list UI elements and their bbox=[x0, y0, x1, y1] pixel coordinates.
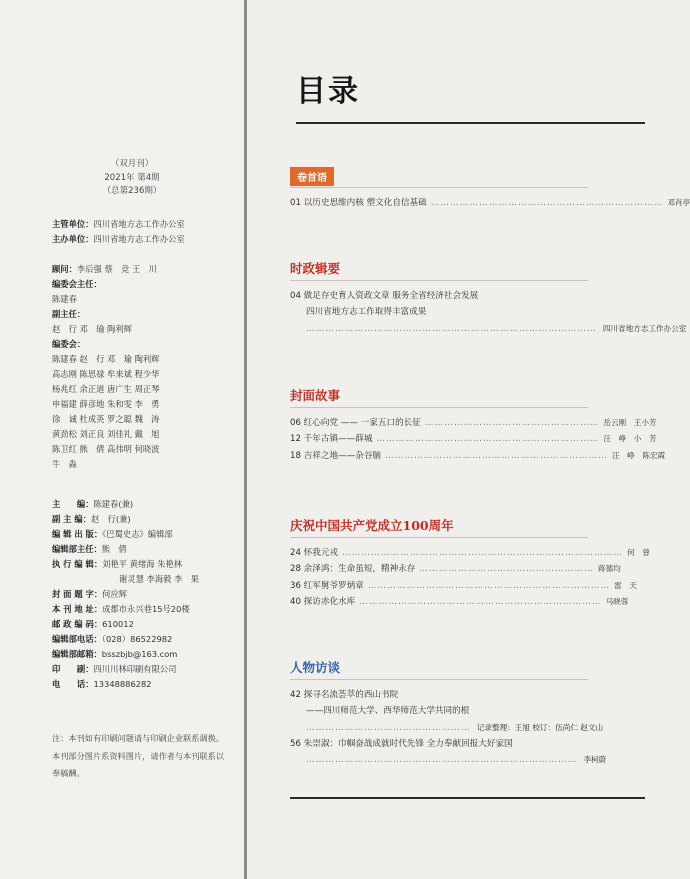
entry-author: 雷 天 bbox=[614, 580, 637, 590]
printer-value: 四川川林印刷有限公司 bbox=[93, 664, 177, 674]
leader-dots: ……………………………………………………………… bbox=[430, 198, 664, 208]
toc-entry[interactable] bbox=[290, 431, 657, 447]
advisor-value: 李后强 蔡 竞 王 川 bbox=[76, 264, 157, 274]
entry-subtitle bbox=[290, 703, 590, 719]
leader-dots: ……………………………………………………………………………… bbox=[306, 323, 597, 334]
toc-entry[interactable] bbox=[290, 415, 657, 431]
chair-label: 编委会主任： bbox=[52, 279, 102, 289]
page-title: 目录 bbox=[296, 74, 360, 109]
entry-title: 18 吉祥之地——杂谷脑 bbox=[290, 450, 382, 461]
cover-calligraphy-label: 封 面 题 字： bbox=[52, 589, 103, 599]
section-title: 庆祝中国共产党成立100周年 bbox=[290, 518, 454, 533]
entry-title: 01 以历史思维内核 塑文化自信基础 bbox=[290, 198, 427, 208]
issue-info bbox=[74, 158, 190, 199]
publisher-info bbox=[52, 217, 185, 247]
toc-entry[interactable] bbox=[290, 687, 590, 703]
leader-dots: …………………………………………………………………………… bbox=[342, 548, 624, 558]
toc-entry-author-line bbox=[290, 720, 604, 736]
vice-chair-label: 副主任： bbox=[52, 309, 86, 319]
issue-number: 2021年 第4期 bbox=[104, 172, 160, 183]
email-value: bsszbjb@163.com bbox=[101, 649, 178, 659]
members-row: 黄劲松 刘正良 刘佳礼 戴 旭 bbox=[52, 429, 160, 439]
zip-value: 610012 bbox=[102, 619, 134, 629]
entry-author: 汪 峥 小 芳 bbox=[603, 434, 657, 444]
toc-section-interviews bbox=[290, 655, 607, 768]
entry-title: 56 朱崇淑：巾帼奋战成就时代先锋 全力奉献回报大好家国 bbox=[290, 738, 513, 749]
printer-phone-label: 电 话： bbox=[52, 679, 94, 689]
section-rule bbox=[290, 280, 588, 281]
members-row: 杨兆红 余正道 唐广生 周正琴 bbox=[52, 384, 160, 394]
leader-dots: …………………………………………………………… bbox=[376, 434, 600, 445]
entry-author: 何 曾 bbox=[627, 548, 650, 557]
entry-title: 40 探访赤化水库 bbox=[290, 596, 356, 607]
toc-section-anniversary bbox=[290, 513, 650, 610]
entry-title: 28 余泽鸿：生命虽短，精神永存 bbox=[290, 564, 416, 575]
leader-dots: ………………………………………………………………… bbox=[359, 596, 602, 607]
toc-entry[interactable] bbox=[290, 448, 666, 464]
members-row: 高志刚 陈思禄 牟来斌 程少华 bbox=[52, 369, 160, 379]
advisor-label: 顾问： bbox=[52, 264, 77, 274]
section-badge: 卷首语 bbox=[290, 167, 334, 186]
section-title: 时政辑要 bbox=[290, 261, 341, 276]
zip-label: 邮 政 编 码： bbox=[52, 619, 103, 629]
editor-value: 陈建春(兼) bbox=[93, 499, 134, 509]
vice-chair-value: 赵 行 邓 瑜 陶利辉 bbox=[52, 324, 132, 334]
entry-author: 李柯蔚 bbox=[583, 755, 607, 765]
supervisor-value: 四川省地方志工作办公室 bbox=[93, 219, 185, 229]
toc-entry[interactable] bbox=[290, 594, 629, 610]
director-value: 熊 倩 bbox=[101, 544, 127, 554]
issue-total: （总第236期） bbox=[102, 186, 162, 196]
copyright-notice: 注：本刊如有印刷问题请与印刷企业联系调换。本刊部分图片系资料图片，请作者与本刊联系以奉稿酬。 bbox=[52, 733, 224, 778]
section-rule bbox=[290, 407, 588, 408]
entry-title: 42 探寻名流荟萃的西山书院 bbox=[290, 690, 399, 700]
entry-author: 四川省地方志工作办公室 bbox=[602, 323, 687, 333]
column-divider bbox=[244, 0, 247, 879]
section-rule bbox=[290, 679, 588, 680]
toc-entry-author-line bbox=[290, 752, 607, 768]
leader-dots: ……………………………………………… bbox=[424, 418, 600, 428]
cover-calligraphy-value: 何应辉 bbox=[102, 589, 128, 599]
entry-title: 12 千年古镇——薛城 bbox=[290, 434, 373, 445]
entry-author: 汪 峥 陈宏霞 bbox=[611, 450, 666, 460]
toc-section-preface bbox=[290, 163, 690, 211]
members-row: 徐 诚 杜成英 罗之聪 魏 涛 bbox=[52, 414, 160, 424]
section-rule bbox=[290, 537, 588, 538]
address-value: 成都市永兴巷15号20楼 bbox=[102, 604, 190, 614]
members-label: 编委会： bbox=[52, 339, 86, 349]
toc-entry[interactable] bbox=[290, 561, 621, 577]
entry-title: 04 做足存史育人资政文章 服务全省经济社会发展 bbox=[290, 291, 479, 301]
address-label: 本 刊 地 址： bbox=[52, 604, 103, 614]
entry-subtitle-text: 四川省地方志工作取得丰富成果 bbox=[306, 307, 427, 318]
publisher-label: 编 辑 出 版： bbox=[52, 529, 103, 539]
toc-entry[interactable] bbox=[290, 195, 690, 211]
toc-entry[interactable] bbox=[290, 545, 650, 561]
leader-dots: …………………………………………………………… bbox=[385, 450, 608, 461]
toc-section-cover-story bbox=[290, 383, 666, 464]
deputy-editor-value: 赵 行(兼) bbox=[90, 514, 131, 524]
members-row: 陈建春 赵 行 邓 瑜 陶利辉 bbox=[52, 354, 160, 364]
members-row: 申福建 薛彦地 朱和雯 李 勇 bbox=[52, 399, 160, 409]
bottom-rule bbox=[290, 797, 645, 799]
phone-value: （028）86522982 bbox=[101, 634, 173, 644]
entry-subtitle bbox=[290, 304, 590, 320]
publisher-value: 《巴蜀史志》编辑部 bbox=[102, 529, 173, 539]
printer-label: 印 刷： bbox=[52, 664, 94, 674]
members-row: 陈卫红 熊 倩 高伟明 何晓波 bbox=[52, 444, 160, 454]
entry-author: 邓肖亭 bbox=[667, 198, 690, 207]
printer-phone-value: 13348886282 bbox=[93, 679, 152, 689]
entry-author: 记录整理：王旭 校订：伍尚仁 赵文山 bbox=[476, 722, 604, 732]
sponsor-label: 主办单位： bbox=[52, 234, 94, 244]
toc-entry[interactable] bbox=[290, 736, 590, 752]
leader-dots: …………………………………………… bbox=[306, 722, 471, 733]
issue-frequency: （双月刊） bbox=[110, 159, 154, 169]
exec-editor-value: 刘艳平 黄绪海 朱艳林 bbox=[102, 559, 183, 569]
leader-dots: ………………………………………………………………… bbox=[367, 580, 611, 591]
editorial-committee bbox=[52, 262, 159, 472]
top-rule bbox=[296, 122, 645, 124]
exec-editor-label: 执 行 编 辑： bbox=[52, 559, 103, 569]
members-row: 牛 淼 bbox=[52, 459, 77, 469]
deputy-editor-label: 副 主 编： bbox=[52, 514, 91, 524]
entry-author: 蒋德均 bbox=[597, 564, 621, 574]
entry-title: 36 红军舅爷罗炳章 bbox=[290, 580, 364, 591]
director-label: 编辑部主任： bbox=[52, 544, 102, 554]
toc-entry[interactable] bbox=[290, 288, 590, 304]
leader-dots: ……………………………………………… bbox=[419, 564, 594, 575]
section-rule bbox=[290, 187, 588, 188]
chair-value: 陈建春 bbox=[52, 294, 77, 304]
entry-subtitle-text: ——四川师范大学、西华师范大学共同的根 bbox=[306, 706, 470, 717]
entry-author: 马晓蓉 bbox=[605, 596, 629, 606]
editor-label: 主 编： bbox=[52, 499, 94, 509]
toc-entry[interactable] bbox=[290, 578, 637, 594]
leader-dots: ………………………………………………………………………… bbox=[306, 755, 578, 766]
section-title: 封面故事 bbox=[290, 388, 341, 403]
sponsor-value: 四川省地方志工作办公室 bbox=[93, 234, 185, 244]
entry-title: 24 怀我元戎 bbox=[290, 548, 339, 558]
toc-entry-author-line bbox=[290, 321, 687, 337]
entry-title: 06 红心向党 —— 一家五口的长征 bbox=[290, 418, 421, 428]
phone-label: 编辑部电话： bbox=[52, 634, 102, 644]
entry-author: 岳云刚 王小芳 bbox=[603, 418, 657, 427]
exec-editor-value-2: 谢灵慧 李海毅 李 果 bbox=[119, 574, 199, 584]
email-label: 编辑部邮箱： bbox=[52, 649, 102, 659]
supervisor-label: 主管单位： bbox=[52, 219, 94, 229]
section-title: 人物访谈 bbox=[290, 660, 341, 675]
toc-section-politics bbox=[290, 256, 687, 337]
editorial-staff bbox=[52, 497, 199, 692]
